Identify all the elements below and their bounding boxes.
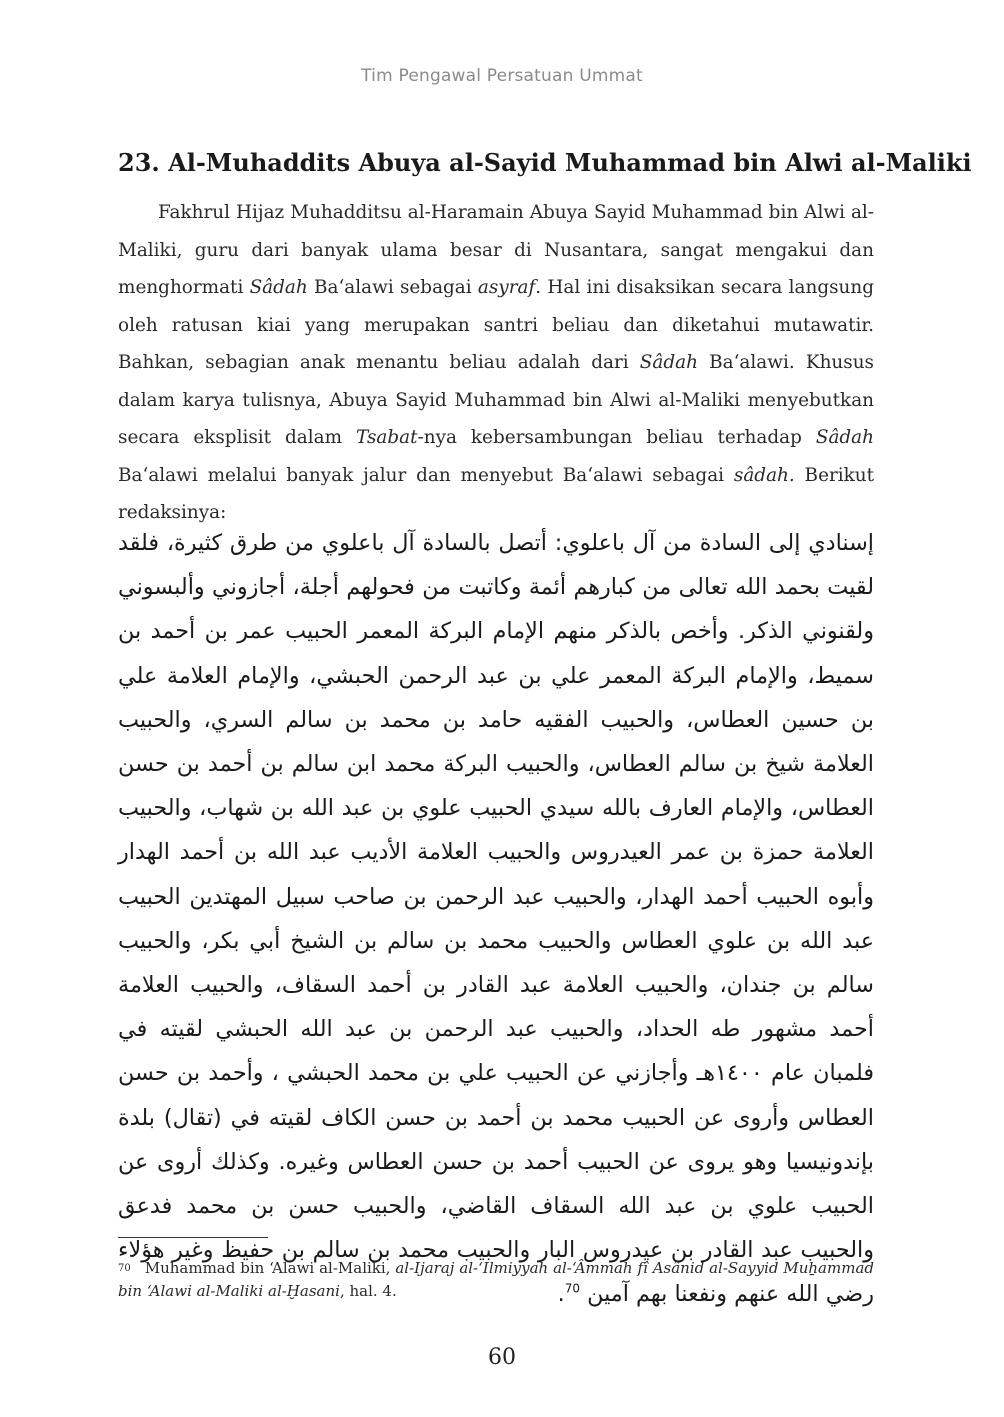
arabic-quote-text: إسنادي إلى السادة من آل باعلوي: أتصل بالسادة آل باعلوي من طرق كثيرة، فلقد لقيت بحمد الله تعالى من كبارهم أئمة وكاتبت من فحولهم أجلة، أجازوني وألبسوني ولقنوني الذكر. وأخص بالذكر منهم الإمام البركة المعمر الحبيب عمر بن أحمد بن سميط، والإمام البركة المعمر علي بن عبد الرحمن الحبشي، والإمام العلامة علي بن حسين العطاس، والحبيب الفقيه حامد بن محمد بن سالم السري، والحبيب العلامة شيخ بن سالم العطاس، والحبيب البركة محمد ابن سالم بن أحمد بن حسن العطاس، والإمام العارف بالله سيدي الحبيب علوي بن عبد الله بن شهاب، والحبيب العلامة حمزة بن عمر العيدروس والحبيب العلامة الأديب عبد الله بن أحمد الهدار وأبوه الحبيب أحمد الهدار، والحبيب عبد الرحمن بن صاحب سبيل المهتدين الحبيب عبد الله بن علوي العطاس والحبيب محمد بن سالم بن الشيخ أبي بكر، والحبيب سالم بن جندان، والحبيب العلامة عبد القادر بن أحمد السقاف، والحبيب العلامة أحمد مشهور طه الحداد، والحبيب عبد الرحمن بن عبد الله الحبشي لقيته في فلمبان عام ١٤٠٠هـ وأجازني عن الحبيب علي بن محمد الحبشي ، وأحمد بن حسن العطاس وأروى عن الحبيب محمد بن أحمد بن حسن الكاف لقيته في (تقال) بلدة بإندونيسيا وهو يروى عن الحبيب أحمد بن حسن العطاس وغيره. وكذلك أروى عن الحبيب علوي بن عبد الله السقاف القاضي، والحبيب حسن بن محمد فدعق والحبيب عبد القادر بن عيدروس البار والحبيب محمد بن سالم بن حفيظ وغير هؤلاء رضي الله عنهم ونفعنا بهم آمين xyxy=(118,530,874,1308)
para-text-2: Ba‘alawi sebagai xyxy=(307,277,478,298)
arabic-quote-end: . xyxy=(557,1281,565,1308)
running-header: Tim Pengawal Persatuan Ummat xyxy=(361,66,643,86)
footnote-number: 70 xyxy=(118,1263,131,1274)
footnote-book-title: al-Ijaraj al-‘Ilmiyyah al-‘Âmmah fî Asânid al-Sayyid Muẖammad bin ‘Alawi al-Maliki al-Ḫasani xyxy=(118,1259,874,1300)
para-text-3: . Hal ini disaksikan secara langsung oleh ratusan kiai yang merupakan santri beliau dan diketahui mutawatir. Bahkan, sebagian anak menantu beliau adalah dari xyxy=(118,277,874,373)
para-text-1: Fakhrul Hijaz Muhadditsu al-Haramain Abuya Sayid Muhammad bin Alwi al-Maliki, guru dari banyak ulama besar di Nusantara, sangat mengakui dan menghormati xyxy=(118,202,874,298)
term-sadah: Sâdah xyxy=(249,277,308,298)
footnote-author: Muhammad bin ‘Alawi al-Maliki, xyxy=(144,1259,396,1277)
footnote-page: , hal. 4. xyxy=(339,1282,397,1300)
body-paragraph xyxy=(118,194,874,532)
term-sadah: Sâdah xyxy=(815,427,874,448)
footnote-divider xyxy=(118,1237,268,1238)
page-number: 60 xyxy=(488,1345,516,1370)
footnote xyxy=(118,1257,874,1303)
term-asyraf: asyraf xyxy=(477,277,536,298)
term-sadah: Sâdah xyxy=(639,352,698,373)
para-text-5: -nya kebersambungan beliau terhadap xyxy=(417,427,816,448)
section-heading: 23. Al-Muhaddits Abuya al-Sayid Muhammad bin Alwi al-Maliki xyxy=(118,148,972,177)
para-text-4: Ba‘alawi. Khusus dalam karya tulisnya, Abuya Sayid Muhammad bin Alwi al-Maliki menyebutkan secara eksplisit dalam xyxy=(118,352,874,448)
para-text-6: Ba‘alawi melalui banyak jalur dan menyebut Ba‘alawi sebagai xyxy=(118,464,734,486)
para-text-7: Berikut redaksinya: xyxy=(118,464,875,523)
footnote-reference: 70 xyxy=(564,1282,581,1297)
arabic-quotation xyxy=(118,521,874,1317)
term-sadah: sâdah. xyxy=(733,464,795,486)
term-tsabat: Tsabat xyxy=(356,427,418,448)
